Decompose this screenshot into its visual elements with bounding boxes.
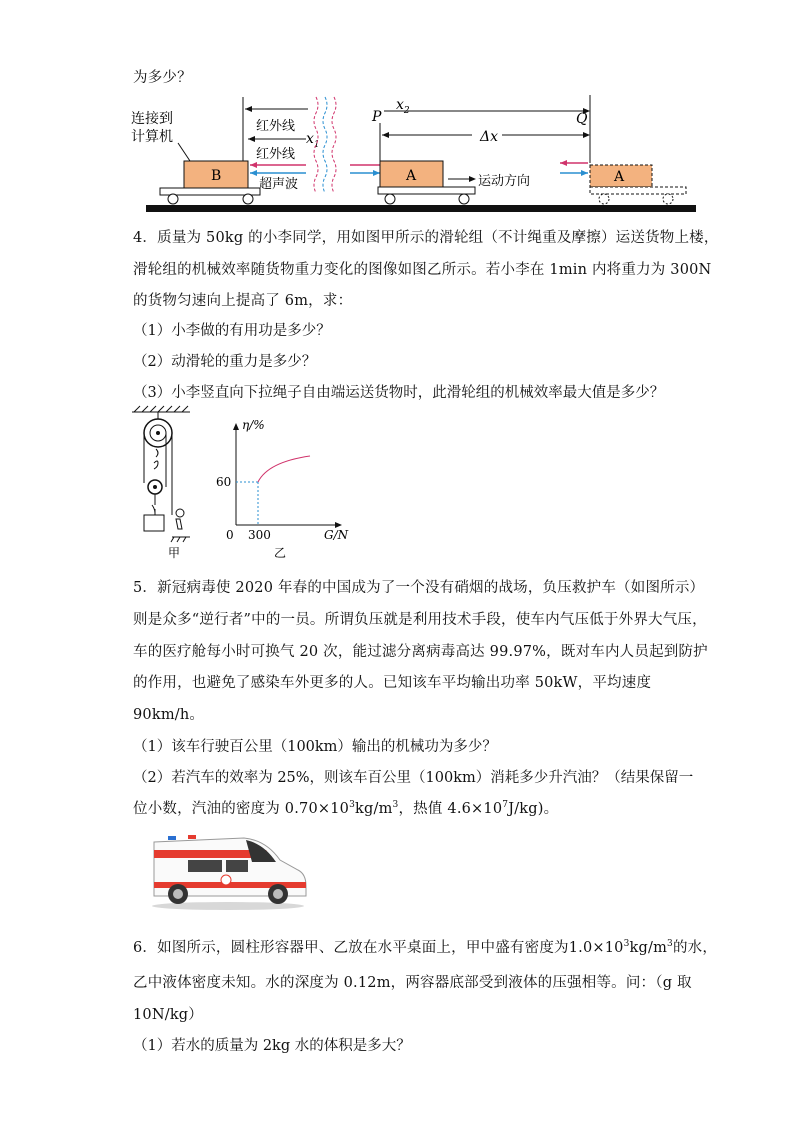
label-jia: 甲 xyxy=(168,546,181,560)
pulley-efficiency-figure xyxy=(128,405,358,565)
label-yi: 乙 xyxy=(274,546,287,560)
ir-label-2: 红外线 xyxy=(256,147,296,162)
x-axis-label: G/N xyxy=(324,528,349,542)
q-label: Q xyxy=(576,111,588,127)
ambulance-image xyxy=(148,830,310,912)
dx-label: Δx xyxy=(480,129,499,145)
block-a-label: A xyxy=(406,168,417,184)
x2-label: $x_2$ xyxy=(396,97,410,116)
q4-sub-1: （1）小李做的有用功是多少？ xyxy=(133,323,331,339)
q5-line-2: 则是众多“逆行者”中的一员。所谓负压就是利用技术手段，使车内气压低于外界大气压， xyxy=(133,612,707,628)
q6-line-2: 乙中液体密度未知。水的深度为 0.12m，两容器底部受到液体的压强相等。问：（g 取 xyxy=(133,975,692,991)
tick-x-300: 300 xyxy=(248,528,271,542)
block-a2-label: A xyxy=(614,169,625,185)
connect-label: 连接到 xyxy=(131,111,173,127)
q4-line-1: 4．质量为 50kg 的小李同学，用如图甲所示的滑轮组（不计绳重及摩擦）运送货物上楼， xyxy=(133,230,719,246)
q5-line-5: 90km/h。 xyxy=(133,707,205,723)
ir-label-1: 红外线 xyxy=(256,119,296,134)
origin-label: 0 xyxy=(226,528,234,542)
motion-label: 运动方向 xyxy=(478,174,531,189)
tick-y-60: 60 xyxy=(216,475,232,489)
q6-line-1: 6．如图所示，圆柱形容器甲、乙放在水平桌面上，甲中盛有密度为$1.0\times 10^3kg/m^3$的水， xyxy=(133,939,718,956)
q5-line-4: 的作用，也避免了感染车外更多的人。已知该车平均输出功率 50kW，平均速度 xyxy=(133,675,652,691)
q4-line-3: 的货物匀速向上提高了 6m，求： xyxy=(133,293,353,309)
q6-line-3: 10N/kg） xyxy=(133,1007,203,1023)
q5-sub-1: （1）该车行驶百公里（100km）输出的机械功为多少？ xyxy=(133,739,497,755)
p-label: P xyxy=(372,109,382,125)
question-tail: 为多少？ xyxy=(133,70,192,86)
y-axis-label: η/% xyxy=(242,418,265,432)
q5-line-3: 车的医疗舱每小时可换气 20 次，能过滤分离病毒高达 99.97%，既对车内人员起到防护 xyxy=(133,644,708,660)
q5-sub-2b: 位小数，汽油的密度为 $0.70\times 10^3kg/m^3$，热值 $4.6\times 10^7J/kg$)。 xyxy=(133,800,559,817)
q5-line-1: 5．新冠病毒使 2020 年春的中国成为了一个没有硝烟的战场，负压救护车（如图所示） xyxy=(133,580,705,596)
computer-label: 计算机 xyxy=(131,129,173,145)
q4-sub-3: （3）小李竖直向下拉绳子自由端运送货物时，此滑轮组的机械效率最大值是多少？ xyxy=(133,385,665,401)
us-label: 超声波 xyxy=(259,177,299,192)
q6-sub-1: （1）若水的质量为 2kg 水的体积是多大？ xyxy=(133,1038,411,1054)
q5-sub-2: （2）若汽车的效率为 25%，则该车百公里（100km）消耗多少升汽油？（结果保留一 xyxy=(133,770,694,786)
block-b-label: B xyxy=(211,168,222,184)
x1-label: $x_1$ xyxy=(306,131,320,150)
q4-sub-2: （2）动滑轮的重力是多少？ xyxy=(133,354,317,370)
q4-line-2: 滑轮组的机械效率随货物重力变化的图像如图乙所示。若小李在 1min 内将重力为 300N xyxy=(133,262,712,278)
ultrasonic-cart-figure xyxy=(128,93,700,218)
